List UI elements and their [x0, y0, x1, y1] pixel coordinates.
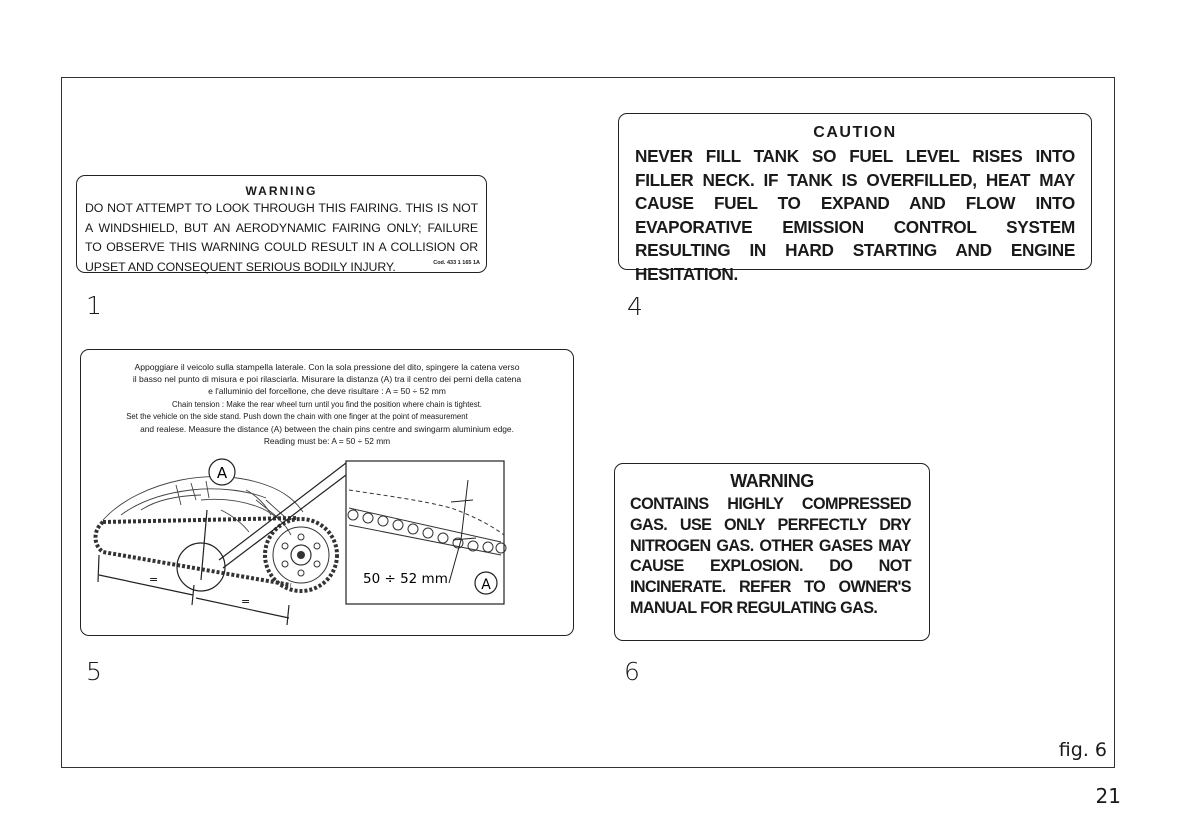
label-text: DO NOT ATTEMPT TO LOOK THROUGH THIS FAIRING. THIS IS NOT A WINDSHIELD, BUT AN AERODYNAMIC FAIRING ONLY; FAILURE TO OBSERVE THIS WARNING COULD RESULT IN A COLLISION OR UPSET AND CONSEQUENT SERIOUS BODILY INJURY. — [85, 201, 478, 274]
warning-label-fairing — [76, 175, 487, 273]
callout-a-label: A — [216, 464, 228, 482]
callout-a-label: A — [481, 577, 491, 593]
label-number-6: 6 — [624, 657, 640, 686]
italian-line: e l'alluminio del forcellone, che deve risultare : A = 50 ÷ 52 mm — [208, 386, 446, 396]
warning-label-gas — [614, 463, 930, 641]
english-line: Reading must be: A = 50 ÷ 52 mm — [263, 436, 391, 446]
chain-diagram — [81, 350, 575, 637]
label-text: CONTAINS HIGHLY COMPRESSED GAS. USE ONLY PERFECTLY DRY NITROGEN GAS. OTHER GASES MAY CAUSE EXPLOSION. DO NOT INCINERATE. REFER TO OWNER'S MANUAL FOR REGULATING GAS. — [630, 495, 911, 617]
dimension-lines — [98, 555, 289, 625]
caution-label-fuel — [618, 113, 1092, 284]
english-line: and realese. Measure the distance (A) between the chain pins centre and swingarm aluminium edge. — [140, 424, 514, 434]
italian-line: Appoggiare il veicolo sulla stampella laterale. Con la sola pressione del dito, spingere la catena verso — [134, 362, 520, 372]
label-title: WARNING — [730, 471, 814, 491]
label-text: NEVER FILL TANK SO FUEL LEVEL RISES INTO FILLER NECK. IF TANK IS OVERFILLED, HEAT MAY CAUSE FUEL TO EXPAND AND FLOW INTO EVAPORATIVE EMISSION CONTROL SYSTEM RESULTING IN HARD STARTING AND ENGINE HESITATION. — [635, 146, 1075, 284]
rear-sprocket — [265, 519, 337, 591]
label-number-4: 4 — [627, 292, 643, 321]
label-number-5: 5 — [86, 657, 102, 686]
motorcycle-outline — [103, 477, 303, 535]
italian-line: il basso nel punto di misura e poi rilasciarla. Misurare la distanza (A) tra il centro dei perni della catena — [132, 374, 522, 384]
page-number: 21 — [1095, 784, 1121, 808]
english-line: Set the vehicle on the side stand. Push down the chain with one finger at the point of measurement — [126, 412, 468, 421]
english-line: Chain tension : Make the rear wheel turn until you find the position where chain is tightest. — [172, 400, 482, 409]
chain-tension-label — [80, 349, 574, 636]
equal-mark: = — [149, 573, 159, 586]
equal-mark: = — [241, 595, 251, 608]
label-title: CAUTION — [813, 124, 897, 141]
dimension-value: 50 ÷ 52 mm — [363, 571, 448, 587]
figure-reference: fig. 6 — [1058, 739, 1107, 761]
label-title: WARNING — [245, 184, 318, 198]
label-code: Cod. 433 1 165 1A — [433, 260, 480, 266]
label-number-1: 1 — [86, 291, 102, 320]
